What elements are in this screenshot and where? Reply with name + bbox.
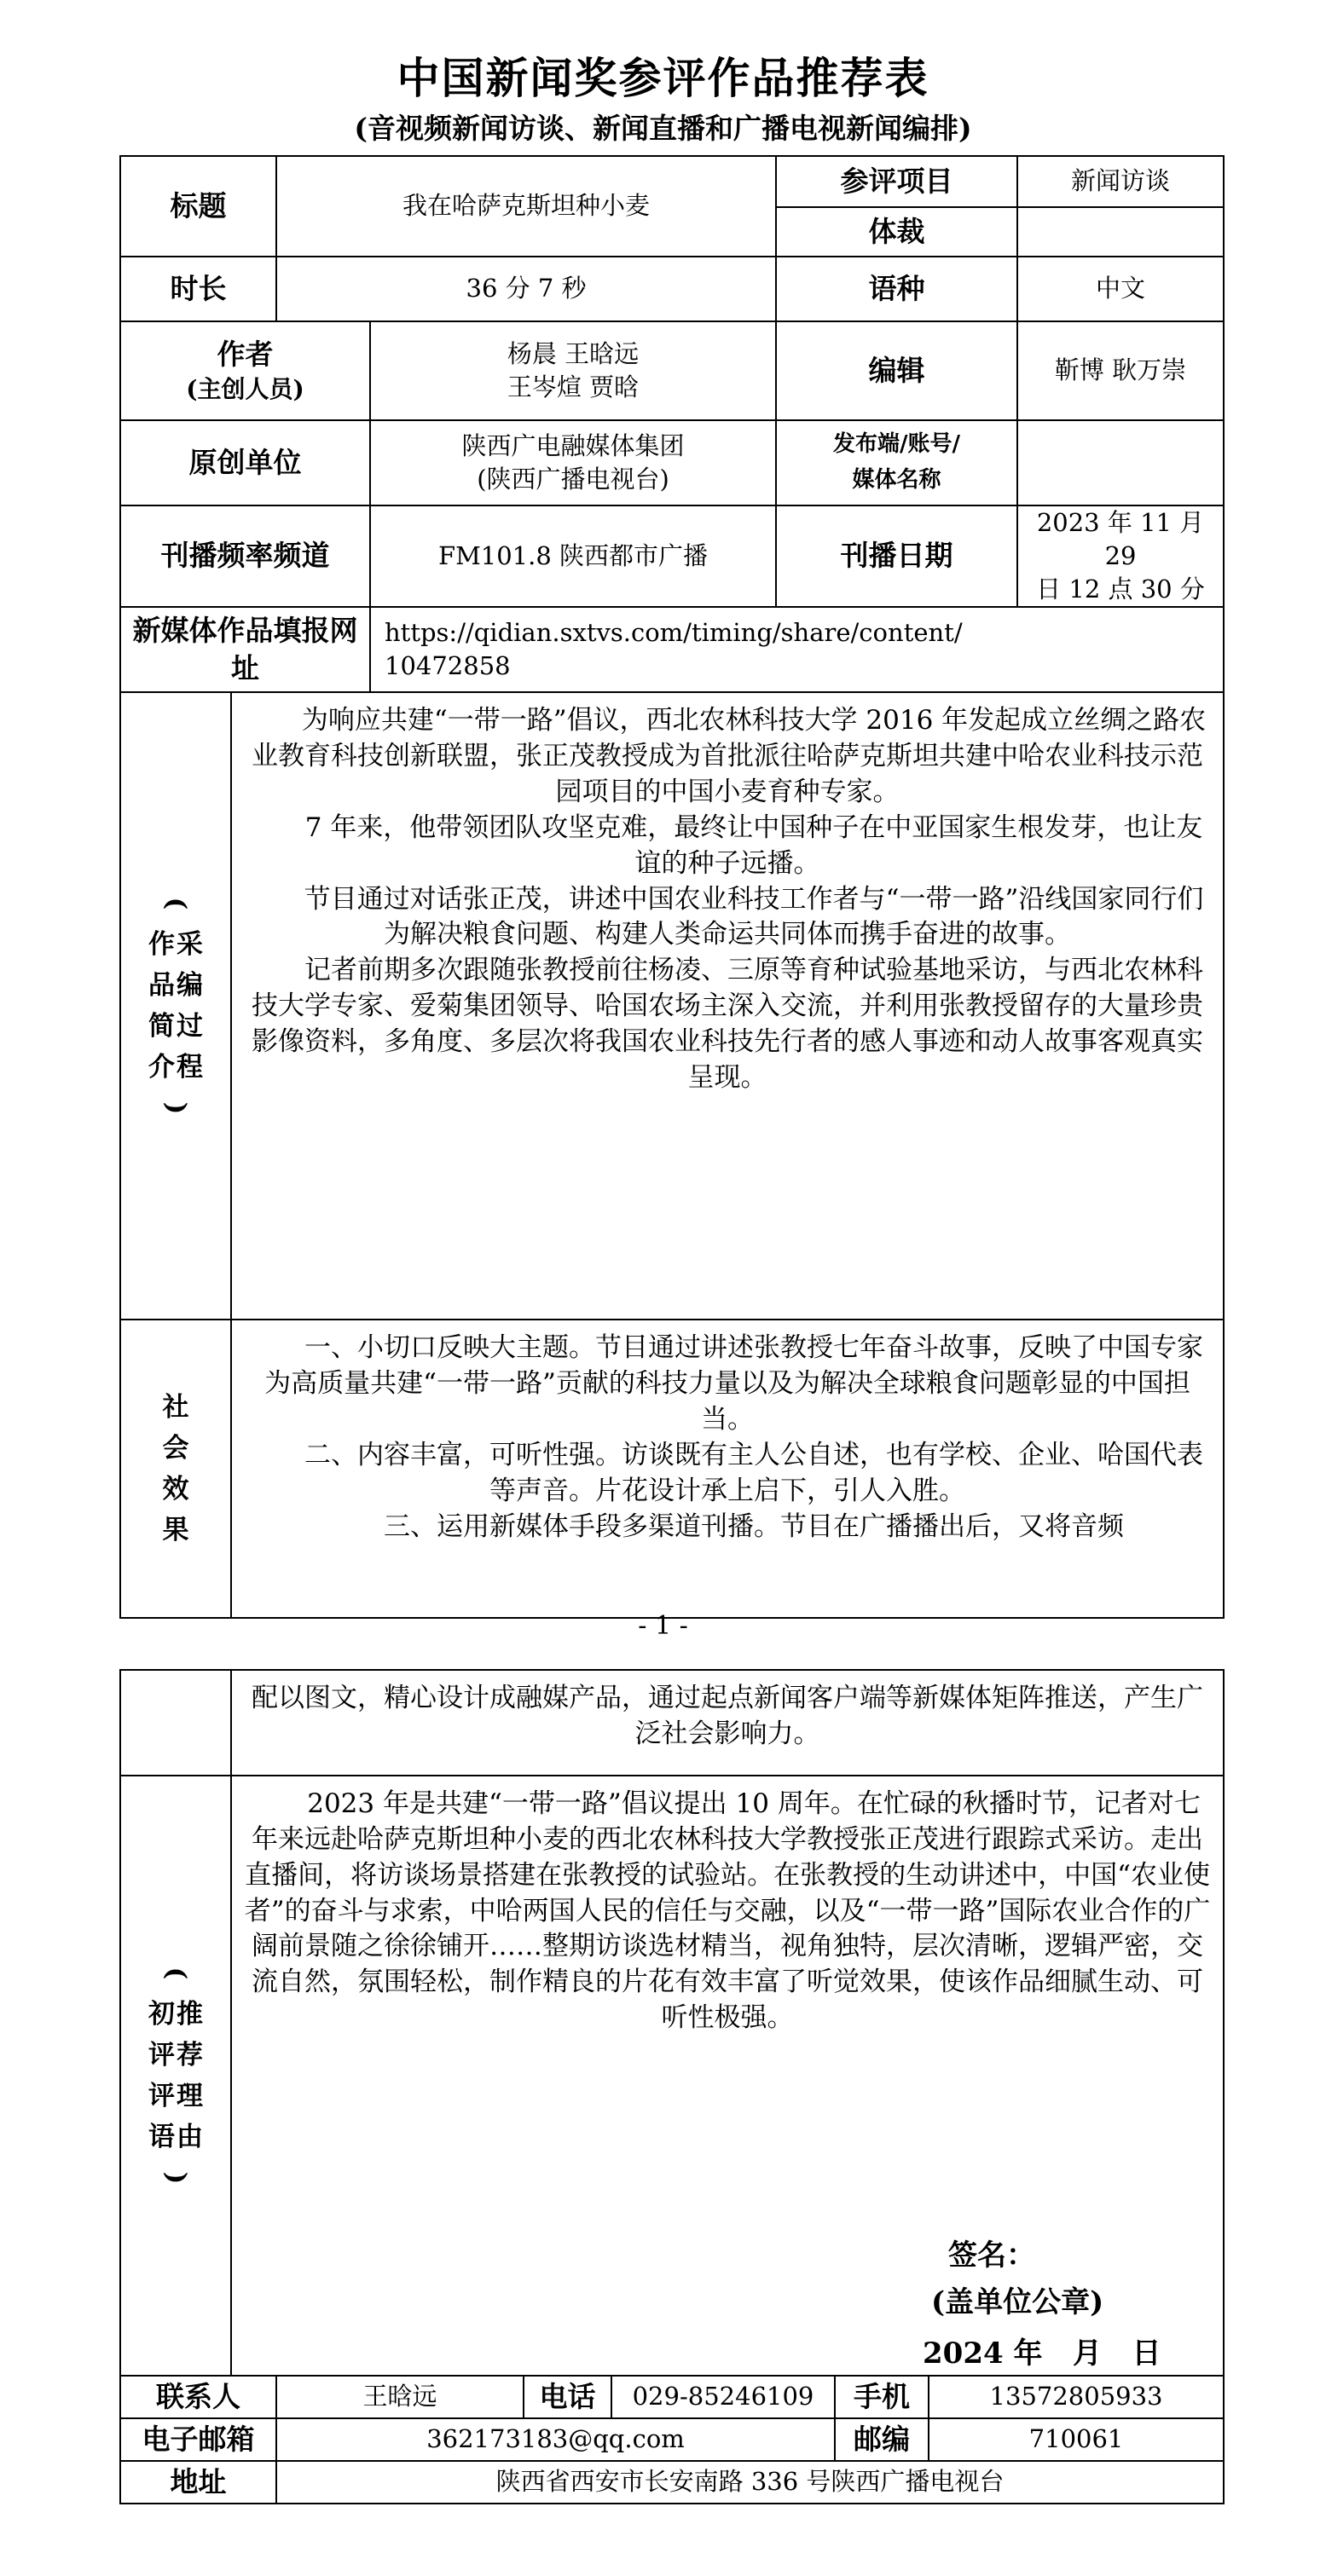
effect-paragraph: 三、运用新媒体手段多渠道刊播。节目在广播播出后，又将音频 <box>384 1510 1124 1542</box>
language-label: 语种 <box>776 257 1017 321</box>
postcode-value: 710061 <box>929 2418 1224 2461</box>
publisher-label-2: 媒体名称 <box>852 467 941 493</box>
channel-label: 刊播频率频道 <box>120 505 370 607</box>
org-label: 原创单位 <box>120 420 370 505</box>
page-number: - 1 - <box>638 1611 688 1641</box>
genre-value <box>1017 207 1224 257</box>
effect-content <box>231 1320 1224 1618</box>
url-line2[interactable]: 10472858 <box>385 651 511 681</box>
duration-value: 36 分 7 秒 <box>276 257 776 321</box>
email-label: 电子邮箱 <box>120 2418 276 2461</box>
intro-paren-close: ) <box>159 1102 191 1115</box>
category-label: 参评项目 <box>776 156 1017 207</box>
effect-label-cell <box>120 1320 231 1618</box>
email-value[interactable]: 362173183@qq.com <box>276 2418 835 2461</box>
address-value: 陕西省西安市长安南路 336 号陕西广播电视台 <box>276 2461 1224 2504</box>
effect-continuation: 配以图文，精心设计成融媒产品，通过起点新闻客户端等新媒体矩阵推送，产生广泛社会影响力。 <box>231 1670 1224 1776</box>
phone-label: 电话 <box>524 2376 611 2418</box>
org-line2: (陕西广播电视台) <box>477 465 669 494</box>
date-line1: 2023 年 11 月 29 <box>1036 508 1205 571</box>
review-date: 2024 年 月 日 <box>923 2336 1161 2371</box>
date-value-cell <box>1017 505 1224 607</box>
form-table-page1 <box>119 155 1225 1619</box>
author-line1: 杨晨 王晗远 <box>507 338 640 368</box>
publisher-label-cell <box>776 420 1017 505</box>
org-line1: 陕西广电融媒体集团 <box>461 430 685 460</box>
review-paragraph: 2023 年是共建“一带一路”倡议提出 10 周年。在忙碌的秋播时节，记者对七年来远赴哈萨克斯坦种小麦的西北农林科技大学教授张正茂进行跟踪式采访。走出直播间，将访谈场景搭建在张教授的试验站。在张教授的生动讲述中，中国“农业使者”的奋斗与求索，中哈两国人民的信任与交融，以及“一带一路”国际农业合作的广阔前景随之徐徐铺开……整期访谈选材精当，视角独特，层次清晰，逻辑严密，交流自然，氛围轻松，制作精良的片花有效丰富了听觉效果，使该作品细腻生动、可听性极强。 <box>244 1788 1211 2034</box>
author-label: 作者 <box>217 337 274 371</box>
url-line1[interactable]: https://qidian.sxtvs.com/timing/share/content/ <box>385 618 963 648</box>
effect-label: 社 会 效 果 <box>162 1392 189 1546</box>
intro-paren-open: ( <box>159 898 191 910</box>
review-content <box>231 1776 1224 2376</box>
author-line2: 王岑煊 贾晗 <box>507 373 640 401</box>
contact-label: 联系人 <box>120 2376 276 2418</box>
category-value: 新闻访谈 <box>1017 156 1224 207</box>
intro-label-right: 采 编 过 程 <box>177 929 203 1083</box>
review-paren-close: ) <box>159 2171 191 2185</box>
effect-paragraph: 一、小切口反映大主题。节目通过讲述张教授七年奋斗故事，反映了中国专家为高质量共建“一带一路”贡献的科技力量以及为解决全球粮食问题彰显的中国担当。 <box>264 1332 1203 1435</box>
intro-label-cell <box>120 692 231 1320</box>
intro-paragraph: 节目通过对话张正茂，讲述中国农业科技工作者与“一带一路”沿线国家同行们为解决粮食问题、构建人类命运共同体而携手奋进的故事。 <box>304 883 1204 950</box>
publisher-value <box>1017 420 1224 505</box>
url-label: 新媒体作品填报网址 <box>120 607 370 692</box>
intro-paragraph: 7 年来，他带领团队攻坚克难，最终让中国种子在中亚国家生根发芽，也让友谊的种子远播。 <box>304 811 1203 879</box>
intro-content <box>231 692 1224 1320</box>
intro-paragraph: 记者前期多次跟随张教授前往杨凌、三原等育种试验基地采访，与西北农林科技大学专家、爱菊集团领导、哈国农场主深入交流，并利用张教授留存的大量珍贵影像资料，多角度、多层次将我国农业科技先行者的感人事迹和动人故事客观真实呈现。 <box>252 955 1203 1093</box>
effect-cont-label-cell <box>120 1670 231 1776</box>
sign-label: 签名： <box>948 2238 1035 2273</box>
title-label: 标题 <box>120 156 276 257</box>
mobile-label: 手机 <box>835 2376 929 2418</box>
org-value-cell <box>370 420 776 505</box>
postcode-label: 邮编 <box>835 2418 929 2461</box>
contact-value: 王晗远 <box>276 2376 524 2418</box>
author-value-cell <box>370 321 776 420</box>
author-label-cell <box>120 321 370 420</box>
editor-value: 靳博 耿万崇 <box>1017 321 1224 420</box>
date-line2: 日 12 点 30 分 <box>1036 575 1205 604</box>
review-paren-open: ( <box>159 1967 191 1980</box>
review-label-left: 初 评 评 语 <box>148 1999 175 2152</box>
genre-label: 体裁 <box>776 207 1017 257</box>
address-label: 地址 <box>120 2461 276 2504</box>
seal-label: (盖单位公章) <box>931 2285 1104 2319</box>
phone-value: 029-85246109 <box>611 2376 835 2418</box>
language-value: 中文 <box>1017 257 1224 321</box>
date-label: 刊播日期 <box>776 505 1017 607</box>
title-value: 我在哈萨克斯坦种小麦 <box>276 156 776 257</box>
channel-value: FM101.8 陕西都市广播 <box>370 505 776 607</box>
publisher-label-1: 发布端/账号/ <box>833 431 961 458</box>
duration-label: 时长 <box>120 257 276 321</box>
editor-label: 编辑 <box>776 321 1017 420</box>
url-value-cell <box>370 607 1224 692</box>
page-title: 中国新闻奖参评作品推荐表 <box>397 53 929 103</box>
intro-paragraph: 为响应共建“一带一路”倡议，西北农林科技大学 2016 年发起成立丝绸之路农业教育科技创新联盟，张正茂教授成为首批派往哈萨克斯坦共建中哈农业科技示范园项目的中国小麦育种专家。 <box>252 705 1207 808</box>
review-label-right: 推 荐 理 由 <box>177 1999 203 2152</box>
author-sub: (主创人员) <box>186 375 304 404</box>
intro-label-left: 作 品 简 介 <box>148 929 175 1083</box>
page-subtitle: (音视频新闻访谈、新闻直播和广播电视新闻编排) <box>354 112 972 145</box>
effect-paragraph: 二、内容丰富，可听性强。访谈既有主人公自述，也有学校、企业、哈国代表等声音。片花设计承上启下，引人入胜。 <box>304 1439 1203 1506</box>
form-table-page2 <box>119 1669 1225 2504</box>
mobile-value: 13572805933 <box>929 2376 1224 2418</box>
review-label-cell <box>120 1776 231 2376</box>
